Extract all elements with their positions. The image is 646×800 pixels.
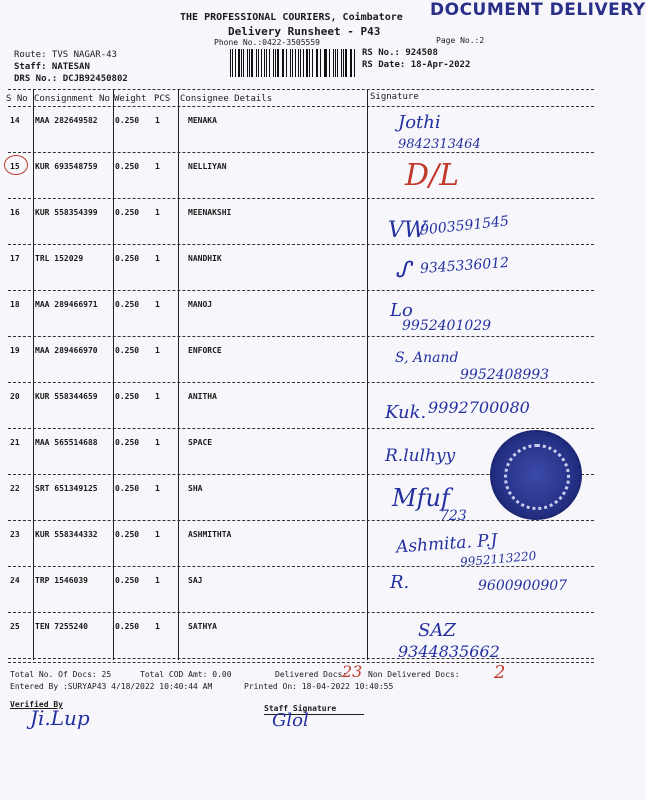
- rs-date: RS Date: 18-Apr-2022: [362, 60, 471, 70]
- barcode-bar: [335, 49, 336, 77]
- row-weight: 0.250: [115, 576, 140, 585]
- sig-jothi: Jothi: [398, 112, 441, 133]
- row-consignment: MAA 289466971: [35, 300, 98, 309]
- barcode-bar: [258, 49, 259, 77]
- barcode-bar: [251, 49, 252, 77]
- row-weight: 0.250: [115, 162, 140, 171]
- barcode-bar: [286, 49, 288, 77]
- col-signature: Signature: [370, 92, 419, 102]
- row-weight: 0.250: [115, 392, 140, 401]
- row-consignment: KUR 558344332: [35, 530, 98, 539]
- sig-scribble-20: Kuk.: [385, 402, 427, 423]
- row-consignee: SHA: [188, 484, 203, 493]
- row-sno: 17: [10, 254, 20, 263]
- row-consignee: SPACE: [188, 438, 213, 447]
- sig-vw: VW: [388, 218, 427, 243]
- row-consignee: ANITHA: [188, 392, 217, 401]
- row-consignee: SAJ: [188, 576, 203, 585]
- row-rule: [8, 290, 594, 291]
- barcode-bar: [243, 49, 244, 77]
- barcode-bar: [351, 49, 352, 77]
- row-weight: 0.250: [115, 438, 140, 447]
- barcode-bar: [325, 49, 327, 77]
- barcode-bar: [256, 49, 258, 77]
- barcode-bar: [341, 49, 342, 77]
- row-pcs: 1: [155, 576, 160, 585]
- row-consignee: NANDHIK: [188, 254, 222, 263]
- col-divider: [367, 90, 368, 660]
- company-name: THE PROFESSIONAL COURIERS, Coimbatore: [180, 12, 403, 23]
- col-divider: [113, 90, 114, 660]
- row-consignee: ENFORCE: [188, 346, 222, 355]
- barcode-bar: [316, 49, 317, 77]
- row-rule: [8, 152, 594, 153]
- route: Route: TVS NAGAR-43: [14, 50, 117, 60]
- sig-phone-22: 723: [440, 508, 467, 524]
- barcode-bar: [283, 49, 284, 77]
- row-pcs: 1: [155, 208, 160, 217]
- row-sno: 21: [10, 438, 20, 447]
- barcode-bar: [235, 49, 236, 77]
- row-consignment: MAA 282649582: [35, 116, 98, 125]
- row-consignee: ASHMITHTA: [188, 530, 232, 539]
- col-sno: S No: [6, 94, 28, 104]
- row-weight: 0.250: [115, 530, 140, 539]
- row-sno: 19: [10, 346, 20, 355]
- col-weight: Weight: [114, 94, 147, 104]
- row-rule: [8, 612, 594, 613]
- barcode-bar: [298, 49, 299, 77]
- row-sno: 24: [10, 576, 20, 585]
- row-pcs: 1: [155, 530, 160, 539]
- row-pcs: 1: [155, 484, 160, 493]
- sig-lo: Lo: [390, 300, 413, 321]
- barcode-bar: [324, 49, 325, 77]
- row-pcs: 1: [155, 346, 160, 355]
- barcode-bar: [282, 49, 283, 77]
- row-rule: [8, 658, 594, 659]
- barcode-bar: [232, 49, 233, 77]
- barcode-bar: [261, 49, 262, 77]
- phone-number: Phone No.:0422-3505559: [214, 38, 320, 47]
- row-sno: 14: [10, 116, 20, 125]
- barcode-bar: [275, 49, 276, 77]
- row-consignment: KUR 558354399: [35, 208, 98, 217]
- row-sno: 25: [10, 622, 20, 631]
- row-rule: [8, 244, 594, 245]
- row-consignee: SATHYA: [188, 622, 217, 631]
- barcode-bar: [320, 49, 321, 77]
- row-consignment: MAA 565514688: [35, 438, 98, 447]
- row-pcs: 1: [155, 622, 160, 631]
- staff-signature-label: Staff Signature: [264, 704, 337, 713]
- barcode-bar: [266, 49, 267, 77]
- barcode-bar: [333, 49, 334, 77]
- row-sno: 15: [10, 162, 20, 171]
- row-pcs: 1: [155, 438, 160, 447]
- row-weight: 0.250: [115, 300, 140, 309]
- barcode-bar: [249, 49, 250, 77]
- row-consignment: TRL 152029: [35, 254, 84, 263]
- row-consignment: KUR 558344659: [35, 392, 98, 401]
- row-consignment: TEN 7255240: [35, 622, 88, 631]
- sig-phone-14: 9842313464: [398, 137, 481, 152]
- sig-phone-17: 9345336012: [419, 254, 510, 278]
- row-rule: [8, 520, 594, 521]
- verified-by-label: Verified By: [10, 700, 63, 709]
- sig-phone-16: 9003591545: [419, 213, 510, 239]
- non-delivered-count: 2: [494, 662, 506, 683]
- col-pcs: PCS: [154, 94, 171, 104]
- barcode-bar: [230, 49, 231, 77]
- row-rule: [8, 428, 594, 429]
- row-consignee: MANOJ: [188, 300, 213, 309]
- rs-number: RS No.: 924508: [362, 48, 438, 58]
- barcode-bar: [345, 49, 347, 77]
- col-divider: [178, 90, 179, 660]
- row-weight: 0.250: [115, 208, 140, 217]
- row-weight: 0.250: [115, 116, 140, 125]
- row-15-circle-mark: [4, 155, 28, 175]
- sig-dl: D/L: [405, 158, 460, 193]
- barcode-bar: [306, 49, 308, 77]
- row-rule: [8, 198, 594, 199]
- row-pcs: 1: [155, 300, 160, 309]
- barcode-bar: [337, 49, 338, 77]
- row-pcs: 1: [155, 392, 160, 401]
- sig-phone-20: 9992700080: [428, 398, 530, 417]
- row-consignee: MEENAKSHI: [188, 208, 232, 217]
- barcode-bar: [354, 49, 355, 77]
- non-delivered-label: Non Delivered Docs:: [368, 670, 460, 679]
- row-weight: 0.250: [115, 346, 140, 355]
- header-bottom-rule: [8, 106, 594, 107]
- sig-scribble-17: ᔑ: [395, 258, 411, 283]
- row-consignee: NELLIYAN: [188, 162, 227, 171]
- row-pcs: 1: [155, 116, 160, 125]
- barcode-bar: [238, 49, 240, 77]
- row-rule: [8, 566, 594, 567]
- row-sno: 22: [10, 484, 20, 493]
- row-consignment: MAA 289466970: [35, 346, 98, 355]
- row-sno: 18: [10, 300, 20, 309]
- barcode-bar: [264, 49, 265, 77]
- barcode-bar: [290, 49, 291, 77]
- header-top-rule: [8, 89, 594, 90]
- sig-ashmita: Ashmita. P.J: [395, 530, 499, 558]
- printed-on: Printed On: 18-04-2022 10:40:55: [244, 682, 394, 691]
- row-pcs: 1: [155, 162, 160, 171]
- barcode-bar: [277, 49, 278, 77]
- delivered-count: 23: [342, 662, 363, 681]
- barcode-bar: [241, 49, 242, 77]
- row-rule: [8, 336, 594, 337]
- staff-name: Staff: NATESAN: [14, 62, 90, 72]
- sig-anand: S, Anand: [395, 350, 459, 366]
- barcode-bar: [273, 49, 274, 77]
- staff-signature: Glol: [272, 710, 309, 731]
- row-pcs: 1: [155, 254, 160, 263]
- footer-rule: [8, 662, 594, 663]
- barcode-bar: [350, 49, 351, 77]
- barcode-bar: [303, 49, 304, 77]
- row-consignment: KUR 693548759: [35, 162, 98, 171]
- delivered-label: Delivered Docs:: [275, 670, 348, 679]
- entered-by: Entered By :SURYAP43 4/18/2022 10:40:44 AM: [10, 682, 213, 691]
- company-seal: [490, 430, 582, 520]
- sig-phone-24: 9600900907: [478, 578, 568, 594]
- barcode-bar: [300, 49, 301, 77]
- col-consignment: Consignment No: [34, 94, 110, 104]
- page-number: Page No.:2: [436, 36, 485, 45]
- total-docs: Total No. Of Docs: 25: [10, 670, 112, 679]
- barcode-bar: [312, 49, 313, 77]
- sheet-title: Delivery Runsheet - P43: [228, 25, 381, 38]
- document-delivery-stamp: DOCUMENT DELIVERY: [430, 0, 646, 20]
- sig-scribble-22: Mfuf: [392, 484, 450, 512]
- barcode-bar: [343, 49, 344, 77]
- sig-phone-23: 9952113220: [459, 548, 537, 570]
- barcode-bar: [247, 49, 248, 77]
- sig-phone-18: 9952401029: [402, 318, 492, 334]
- total-cod: Total COD Amt: 0.00: [140, 670, 232, 679]
- row-sno: 20: [10, 392, 20, 401]
- col-divider: [33, 90, 34, 660]
- sig-r-24: R.: [390, 572, 410, 593]
- barcode-bar: [309, 49, 310, 77]
- row-weight: 0.250: [115, 484, 140, 493]
- barcode-bar: [269, 49, 271, 77]
- row-consignee: MENAKA: [188, 116, 217, 125]
- sig-phone-19: 9952408993: [460, 367, 550, 383]
- row-weight: 0.250: [115, 254, 140, 263]
- row-weight: 0.250: [115, 622, 140, 631]
- barcode-bar: [292, 49, 293, 77]
- row-sno: 16: [10, 208, 20, 217]
- row-consignment: TRP 1546039: [35, 576, 88, 585]
- drs-number: DRS No.: DCJB92450802: [14, 74, 128, 84]
- sig-r-21: R.lulhyy: [385, 446, 456, 466]
- barcode-bar: [295, 49, 296, 77]
- row-sno: 23: [10, 530, 20, 539]
- row-consignment: SRT 651349125: [35, 484, 98, 493]
- sig-saz: SAZ: [418, 620, 456, 641]
- barcode-bar: [329, 49, 330, 77]
- sig-phone-25: 9344835662: [398, 642, 500, 661]
- verified-signature: Ji.Lup: [30, 706, 90, 730]
- col-consignee: Consignee Details: [180, 94, 273, 104]
- barcode: [230, 49, 358, 77]
- barcode-bar: [317, 49, 318, 77]
